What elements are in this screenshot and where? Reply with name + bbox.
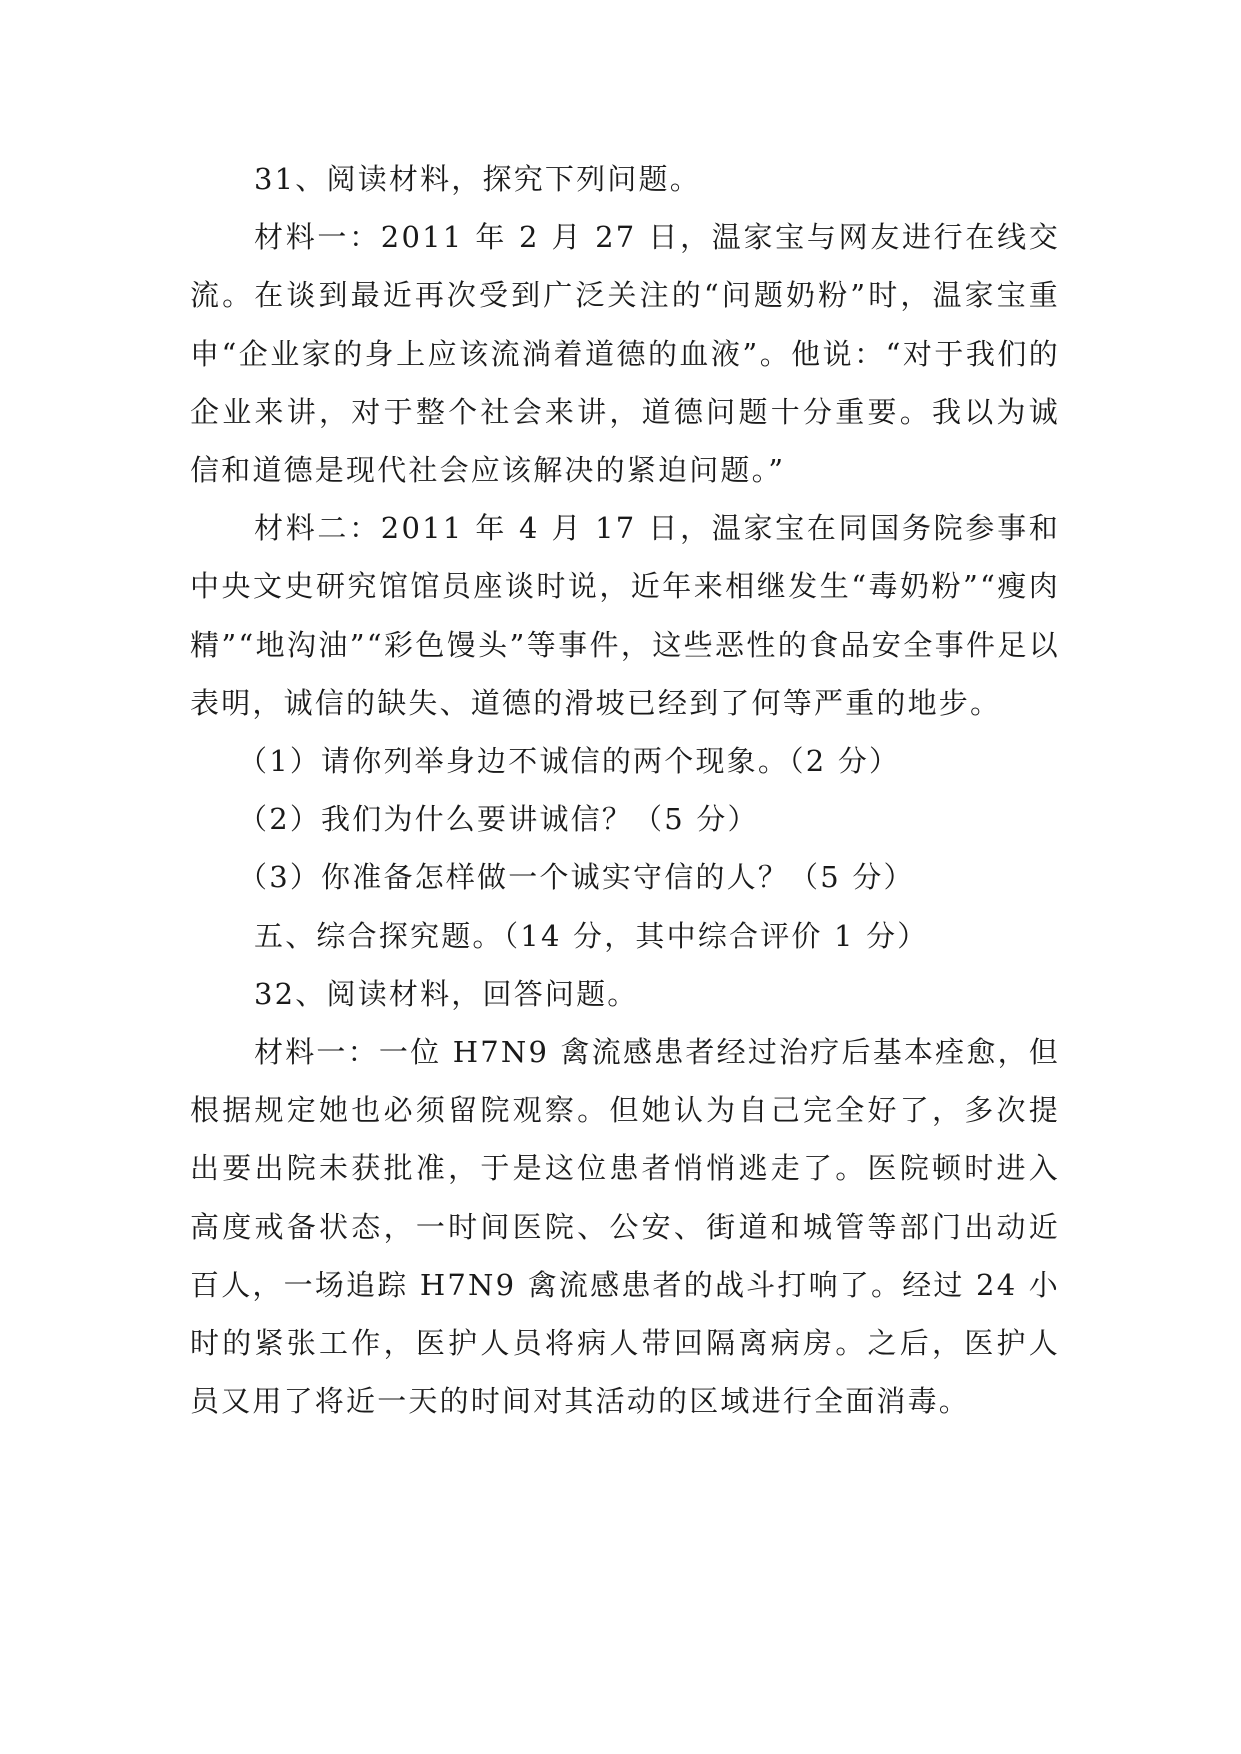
question-31-subquestion-3: （3）你准备怎样做一个诚实守信的人？（5 分） <box>238 860 915 895</box>
question-31-title: 31、阅读材料，探究下列问题。 <box>254 162 701 196</box>
question-31-material-1: 材料一：2011 年 2 月 27 日，温家宝与网友进行在线交流。在谈到最近再次受到广泛关注的“问题奶粉”时，温家宝重申“企业家的身上应该流淌着道德的血液”。他说：“对于我们的企业来讲，对于整个社会来讲，道德问题十分重要。我以为诚信和道德是现代社会应该解决的紧迫问题。” <box>190 220 1060 488</box>
question-32-material-1: 材料一：一位 H7N9 禽流感患者经过治疗后基本痊愈，但根据规定她也必须留院观察。但她认为自己完全好了，多次提出要出院未获批准，于是这位患者悄悄逃走了。医院顿时进入高度戒备状态，一时间医院、公安、街道和城管等部门出动近百人，一场追踪 H7N9 禽流感患者的战斗打响了。经过 24 小时的紧张工作，医护人员将病人带回隔离病房。之后，医护人员又用了将近一天的时间对其活动的区域进行全面消毒。 <box>190 1035 1060 1419</box>
question-31-subquestion-2: （2）我们为什么要讲诚信？（5 分） <box>238 802 759 837</box>
section-5-title: 五、综合探究题。（14 分，其中综合评价 1 分） <box>254 918 929 953</box>
question-32-title: 32、阅读材料，回答问题。 <box>254 976 639 1011</box>
document-page <box>190 150 1060 1430</box>
question-31-material-2: 材料二：2011 年 4 月 17 日，温家宝在同国务院参事和中央文史研究馆馆员座谈时说，近年来相继发生“毒奶粉”“瘦肉精”“地沟油”“彩色馒头”等事件，这些恶性的食品安全事件足以表明，诚信的缺失、道德的滑坡已经到了何等严重的地步。 <box>190 511 1060 720</box>
question-31-subquestion-1: （1）请你列举身边不诚信的两个现象。（2 分） <box>238 744 901 779</box>
